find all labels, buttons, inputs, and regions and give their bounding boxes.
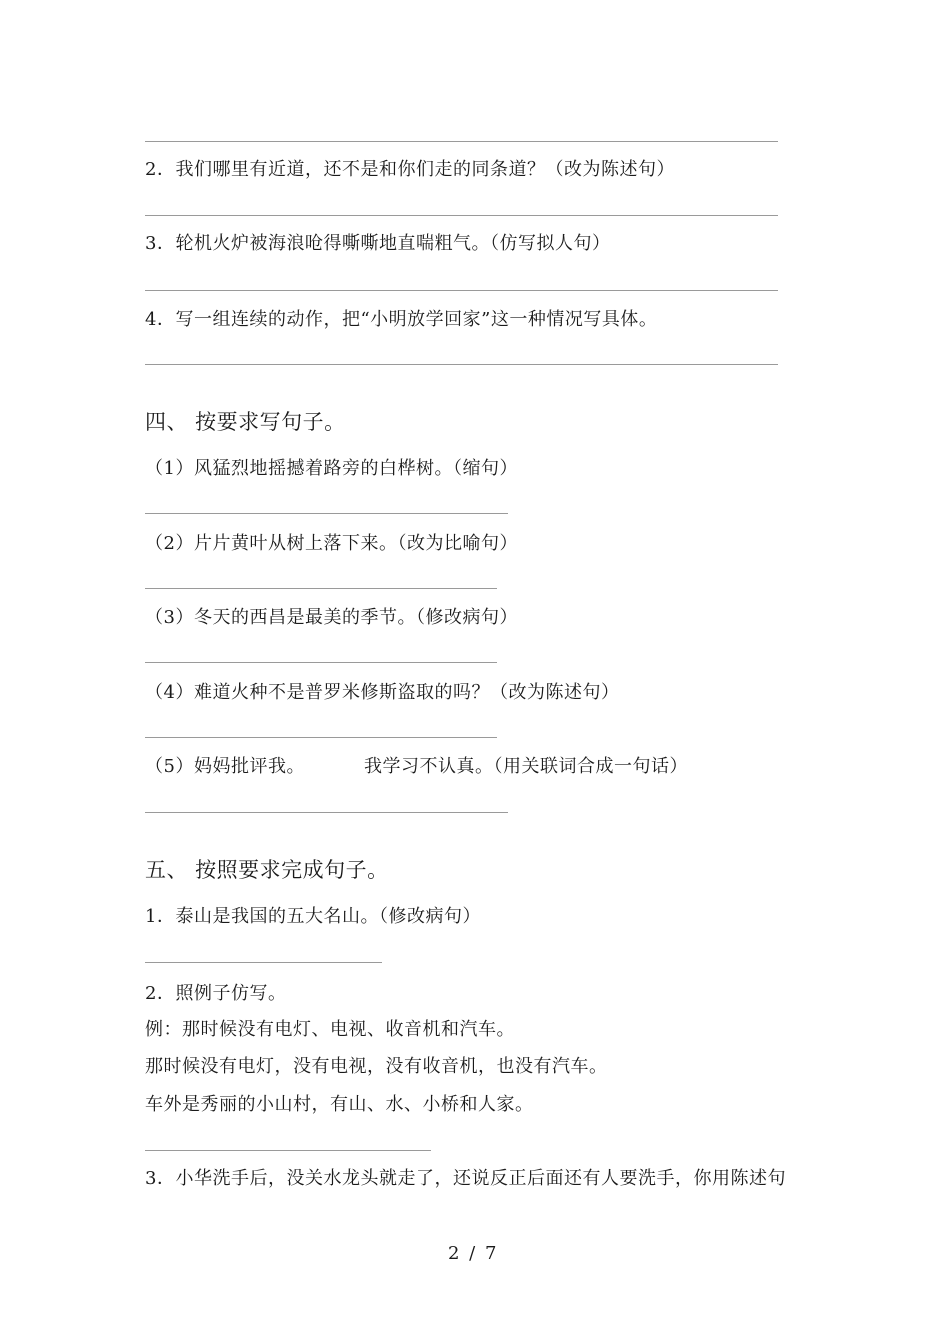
answer-line [145,662,497,663]
answer-line [145,513,508,514]
answer-line [145,141,778,142]
section-4-item-2: （2）片片黄叶从树上落下来。（改为比喻句） [145,533,518,554]
answer-line [145,290,778,291]
section-4-item-5-part-1: （5）妈妈批评我。 [145,756,305,777]
question-3-3: 3．轮机火炉被海浪呛得嘶嘶地直喘粗气。（仿写拟人句） [145,233,611,254]
question-3-4: 4．写一组连续的动作，把“小明放学回家”这一种情况写具体。 [145,309,658,330]
answer-line [145,737,497,738]
answer-line [145,215,778,216]
question-3-2: 2．我们哪里有近道，还不是和你们走的同条道？（改为陈述句） [145,159,675,180]
section-5-question-2: 2．照例子仿写。 [145,983,287,1004]
page-number: 2 / 7 [448,1243,499,1264]
section-4-item-5-part-2: 我学习不认真。（用关联词合成一句话） [364,756,688,777]
section-4-heading: 四、 按要求写句子。 [145,410,346,434]
section-4-item-3: （3）冬天的西昌是最美的季节。（修改病句） [145,607,518,628]
answer-line [145,812,508,813]
example-sentence: 例：那时候没有电灯、电视、收音机和汽车。 [145,1019,515,1040]
section-4-item-4: （4）难道火种不是普罗米修斯盗取的吗？（改为陈述句） [145,682,620,703]
section-5-question-3: 3．小华洗手后，没关水龙头就走了，还说反正后面还有人要洗手，你用陈述句 [145,1168,786,1189]
example-answer: 那时候没有电灯，没有电视，没有收音机，也没有汽车。 [145,1056,608,1077]
section-5-question-1: 1．泰山是我国的五大名山。（修改病句） [145,906,481,927]
section-5-heading: 五、 按照要求完成句子。 [145,858,389,882]
imitation-prompt: 车外是秀丽的小山村，有山、水、小桥和人家。 [145,1094,534,1115]
answer-line [145,962,382,963]
answer-line [145,588,497,589]
answer-line [145,364,778,365]
section-4-item-1: （1）风猛烈地摇撼着路旁的白桦树。（缩句） [145,458,518,479]
answer-line [145,1150,431,1151]
